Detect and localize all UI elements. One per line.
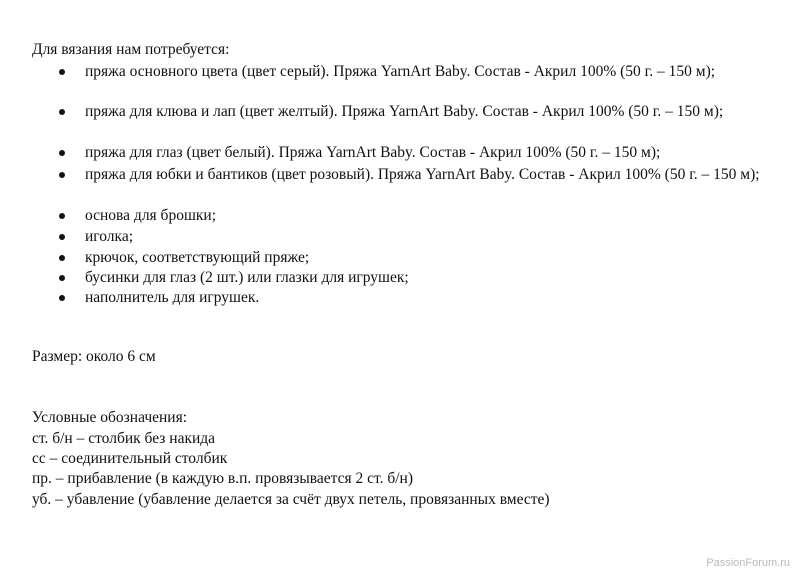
- legend-entry: сс – соединительный столбик: [32, 450, 228, 467]
- legend-heading: Условные обозначения:: [32, 409, 188, 426]
- bullet-icon: [59, 109, 65, 115]
- bullet-icon: [59, 255, 65, 261]
- list-item-text: пряжа для клюва и лап (цвет желтый). Пряжа YarnArt Baby. Состав - Акрил 100% (50 г. – 150 м);: [85, 103, 724, 120]
- list-item-text: бусинки для глаз (2 шт.) или глазки для игрушек;: [85, 269, 409, 286]
- list-item-text: основа для брошки;: [85, 207, 217, 224]
- bullet-icon: [59, 213, 65, 219]
- bullet-icon: [59, 69, 65, 75]
- list-item-text: наполнитель для игрушек.: [85, 289, 260, 306]
- watermark: PassionForum.ru: [706, 557, 790, 569]
- list-item-text: иголка;: [85, 228, 134, 245]
- materials-heading: Для вязания нам потребуется:: [32, 41, 230, 58]
- bullet-icon: [59, 234, 65, 240]
- bullet-icon: [59, 150, 65, 156]
- legend-entry: пр. – прибавление (в каждую в.п. провязывается 2 ст. б/н): [32, 470, 413, 487]
- legend-entry: уб. – убавление (убавление делается за счёт двух петель, провязанных вместе): [32, 491, 550, 508]
- bullet-icon: [59, 172, 65, 178]
- list-item-text: пряжа для юбки и бантиков (цвет розовый). Пряжа YarnArt Baby. Состав - Акрил 100% (50 г. – 150 м);: [85, 166, 760, 183]
- legend-entry: ст. б/н – столбик без накида: [32, 430, 216, 447]
- list-item-text: пряжа основного цвета (цвет серый). Пряжа YarnArt Baby. Состав - Акрил 100% (50 г. – 150 м);: [85, 63, 716, 80]
- bullet-icon: [59, 275, 65, 281]
- list-item-text: крючок, соответствующий пряже;: [85, 249, 310, 266]
- bullet-icon: [59, 295, 65, 301]
- size-text: Размер: около 6 см: [32, 348, 156, 365]
- list-item-text: пряжа для глаз (цвет белый). Пряжа YarnArt Baby. Состав - Акрил 100% (50 г. – 150 м);: [85, 144, 661, 161]
